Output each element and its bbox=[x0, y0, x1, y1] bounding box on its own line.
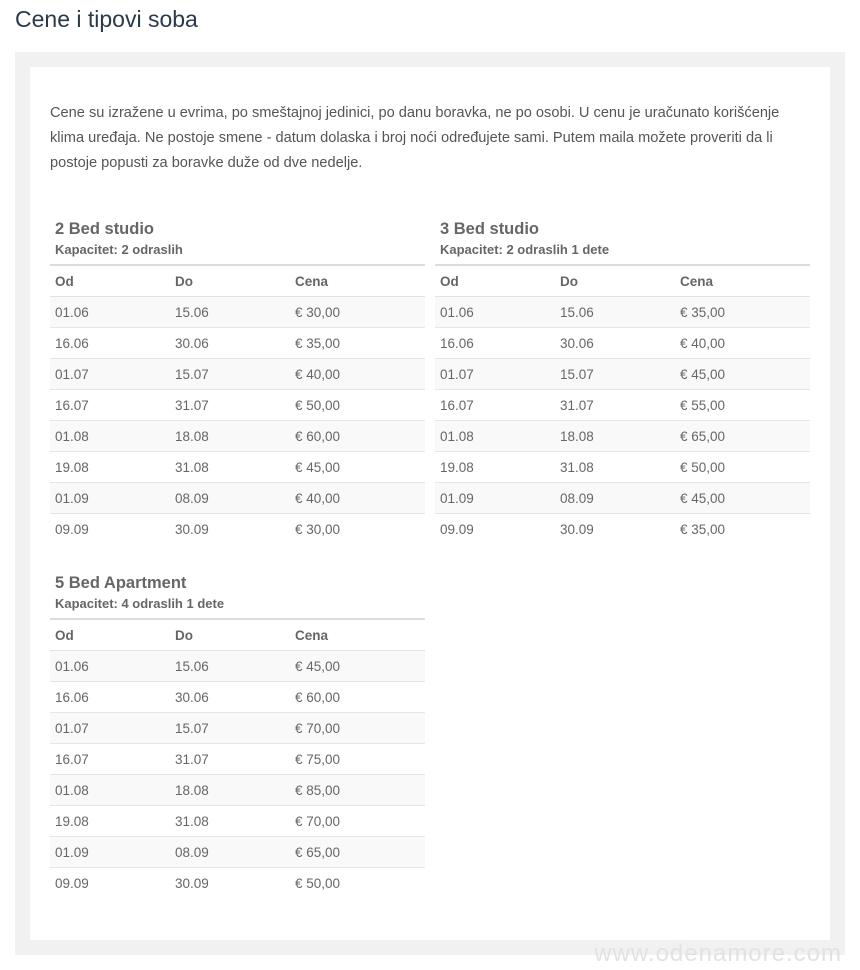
cell-to-date: 30.06 bbox=[555, 328, 675, 359]
cell-from-date: 01.09 bbox=[50, 483, 170, 514]
cell-to-date: 15.07 bbox=[170, 713, 290, 744]
table-row bbox=[50, 297, 425, 328]
watermark: www.odenamore.com bbox=[594, 940, 842, 967]
cell-to-date: 15.07 bbox=[555, 359, 675, 390]
cell-from-date: 01.09 bbox=[50, 837, 170, 868]
cell-to-date: 18.08 bbox=[555, 421, 675, 452]
cell-price: € 70,00 bbox=[290, 713, 425, 744]
table-row bbox=[50, 421, 425, 452]
cell-price: € 70,00 bbox=[290, 806, 425, 837]
cell-to-date: 31.07 bbox=[170, 744, 290, 775]
table-row bbox=[50, 713, 425, 744]
cell-price: € 50,00 bbox=[290, 868, 425, 899]
cell-from-date: 16.06 bbox=[435, 328, 555, 359]
cell-price: € 35,00 bbox=[290, 328, 425, 359]
cell-to-date: 15.07 bbox=[170, 359, 290, 390]
room-3-bed-studio bbox=[435, 219, 810, 544]
cell-to-date: 15.06 bbox=[555, 297, 675, 328]
cell-to-date: 08.09 bbox=[170, 837, 290, 868]
cell-price: € 45,00 bbox=[290, 452, 425, 483]
table-row bbox=[50, 682, 425, 713]
table-row bbox=[435, 297, 810, 328]
cell-to-date: 08.09 bbox=[555, 483, 675, 514]
table-row bbox=[50, 651, 425, 682]
cell-price: € 40,00 bbox=[290, 483, 425, 514]
column-header-to: Do bbox=[170, 265, 290, 297]
cell-price: € 40,00 bbox=[290, 359, 425, 390]
cell-price: € 30,00 bbox=[290, 297, 425, 328]
cell-from-date: 19.08 bbox=[50, 452, 170, 483]
cell-from-date: 01.08 bbox=[435, 421, 555, 452]
table-row bbox=[50, 744, 425, 775]
cell-from-date: 16.07 bbox=[50, 744, 170, 775]
cell-price: € 60,00 bbox=[290, 421, 425, 452]
table-row bbox=[50, 328, 425, 359]
price-table bbox=[50, 618, 425, 898]
column-header-price: Cena bbox=[290, 619, 425, 651]
cell-from-date: 01.06 bbox=[435, 297, 555, 328]
room-capacity: Kapacitet: 2 odraslih bbox=[55, 242, 183, 257]
cell-from-date: 16.06 bbox=[50, 682, 170, 713]
table-row bbox=[50, 837, 425, 868]
cell-from-date: 09.09 bbox=[50, 514, 170, 545]
cell-from-date: 09.09 bbox=[435, 514, 555, 545]
cell-price: € 85,00 bbox=[290, 775, 425, 806]
table-row bbox=[435, 483, 810, 514]
cell-to-date: 30.09 bbox=[555, 514, 675, 545]
cell-to-date: 31.07 bbox=[170, 390, 290, 421]
cell-from-date: 19.08 bbox=[50, 806, 170, 837]
room-2-bed-studio bbox=[50, 219, 425, 544]
room-name: 2 Bed studio bbox=[55, 220, 155, 238]
room-name: 5 Bed Apartment bbox=[55, 574, 187, 592]
cell-from-date: 01.07 bbox=[50, 713, 170, 744]
price-table bbox=[435, 264, 810, 544]
cell-price: € 65,00 bbox=[675, 421, 810, 452]
room-5-bed-apartment bbox=[50, 573, 425, 898]
cell-price: € 35,00 bbox=[675, 514, 810, 545]
table-row bbox=[435, 452, 810, 483]
column-header-to: Do bbox=[555, 265, 675, 297]
table-row bbox=[50, 868, 425, 899]
room-capacity: Kapacitet: 4 odraslih 1 dete bbox=[55, 596, 225, 611]
cell-from-date: 01.09 bbox=[435, 483, 555, 514]
content-panel bbox=[30, 67, 830, 940]
table-row bbox=[435, 514, 810, 545]
cell-price: € 60,00 bbox=[290, 682, 425, 713]
cell-from-date: 16.06 bbox=[50, 328, 170, 359]
room-capacity: Kapacitet: 2 odraslih 1 dete bbox=[440, 242, 610, 257]
column-header-from: Od bbox=[435, 265, 555, 297]
column-header-from: Od bbox=[50, 619, 170, 651]
cell-price: € 45,00 bbox=[675, 359, 810, 390]
column-header-from: Od bbox=[50, 265, 170, 297]
cell-price: € 35,00 bbox=[675, 297, 810, 328]
cell-price: € 30,00 bbox=[290, 514, 425, 545]
table-row bbox=[435, 359, 810, 390]
table-row bbox=[50, 806, 425, 837]
cell-to-date: 08.09 bbox=[170, 483, 290, 514]
cell-from-date: 01.08 bbox=[50, 775, 170, 806]
cell-price: € 75,00 bbox=[290, 744, 425, 775]
cell-from-date: 01.06 bbox=[50, 297, 170, 328]
cell-to-date: 31.07 bbox=[555, 390, 675, 421]
cell-from-date: 09.09 bbox=[50, 868, 170, 899]
cell-to-date: 31.08 bbox=[170, 452, 290, 483]
table-row bbox=[50, 452, 425, 483]
cell-price: € 45,00 bbox=[290, 651, 425, 682]
cell-from-date: 01.06 bbox=[50, 651, 170, 682]
page-title: Cene i tipovi soba bbox=[15, 6, 198, 32]
cell-to-date: 18.08 bbox=[170, 421, 290, 452]
cell-price: € 40,00 bbox=[675, 328, 810, 359]
table-row bbox=[435, 421, 810, 452]
table-row bbox=[435, 328, 810, 359]
table-row bbox=[50, 359, 425, 390]
room-name: 3 Bed studio bbox=[440, 220, 540, 238]
price-table bbox=[50, 264, 425, 544]
cell-to-date: 30.06 bbox=[170, 328, 290, 359]
cell-to-date: 31.08 bbox=[170, 806, 290, 837]
column-header-to: Do bbox=[170, 619, 290, 651]
table-row bbox=[50, 483, 425, 514]
cell-price: € 50,00 bbox=[290, 390, 425, 421]
table-row bbox=[435, 390, 810, 421]
cell-from-date: 16.07 bbox=[435, 390, 555, 421]
cell-to-date: 15.06 bbox=[170, 651, 290, 682]
cell-from-date: 01.08 bbox=[50, 421, 170, 452]
cell-price: € 50,00 bbox=[675, 452, 810, 483]
cell-to-date: 30.06 bbox=[170, 682, 290, 713]
content-frame bbox=[15, 52, 845, 955]
cell-from-date: 01.07 bbox=[435, 359, 555, 390]
cell-price: € 55,00 bbox=[675, 390, 810, 421]
cell-to-date: 30.09 bbox=[170, 868, 290, 899]
table-row bbox=[50, 390, 425, 421]
cell-to-date: 31.08 bbox=[555, 452, 675, 483]
column-header-price: Cena bbox=[675, 265, 810, 297]
cell-from-date: 19.08 bbox=[435, 452, 555, 483]
cell-to-date: 30.09 bbox=[170, 514, 290, 545]
cell-to-date: 18.08 bbox=[170, 775, 290, 806]
table-row bbox=[50, 775, 425, 806]
cell-price: € 65,00 bbox=[290, 837, 425, 868]
column-header-price: Cena bbox=[290, 265, 425, 297]
cell-from-date: 01.07 bbox=[50, 359, 170, 390]
cell-price: € 45,00 bbox=[675, 483, 810, 514]
cell-to-date: 15.06 bbox=[170, 297, 290, 328]
cell-from-date: 16.07 bbox=[50, 390, 170, 421]
intro-text: Cene su izražene u evrima, po smeštajnoj jedinici, po danu boravka, ne po osobi. U cenu je uračunato korišćenje klima uređaja. Ne postoje smene - datum dolaska i broj noći određujete sami. Putem maila možete proveriti da li postoje popusti za boravke duže od dve nedelje. bbox=[50, 105, 780, 171]
table-row bbox=[50, 514, 425, 545]
